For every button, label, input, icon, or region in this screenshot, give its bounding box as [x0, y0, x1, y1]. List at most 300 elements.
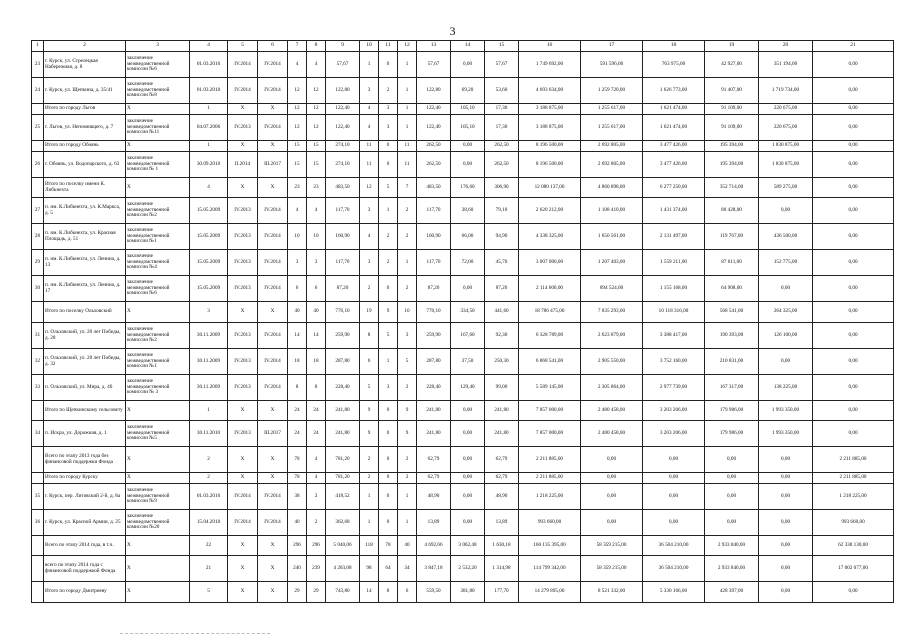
table-cell: 9	[379, 302, 398, 323]
table-cell	[32, 536, 44, 556]
table-cell: 3	[360, 250, 379, 276]
column-number-row	[32, 41, 894, 52]
table-cell: 17 002 077,00	[813, 556, 894, 582]
table-cell: 2 933 840,00	[705, 556, 759, 582]
table-row	[32, 250, 894, 276]
table-cell: 2	[379, 250, 398, 276]
table-cell: 195 394,00	[705, 141, 759, 152]
table-cell: 01.03.2010	[190, 484, 228, 510]
table-cell: 3	[379, 375, 398, 401]
table-cell: 1 259 720,00	[581, 78, 643, 104]
table-cell: 2 623 879,00	[581, 323, 643, 349]
table-cell: 40	[307, 302, 326, 323]
table-cell	[32, 556, 44, 582]
table-row	[32, 473, 894, 484]
table-cell: 167,60	[451, 323, 485, 349]
table-cell	[32, 104, 44, 115]
table-cell: X	[228, 401, 258, 421]
table-cell: X	[258, 582, 288, 603]
table-cell: 0,00	[643, 484, 705, 510]
table-cell: 239	[307, 556, 326, 582]
table-cell: 0,00	[759, 349, 813, 375]
table-cell: X	[228, 582, 258, 603]
column-number: 3	[126, 41, 190, 52]
table-cell: Итого по городу Дмитриеву	[44, 582, 126, 603]
table-cell: 2	[379, 224, 398, 250]
table-cell: 4	[288, 198, 307, 224]
table-cell: 0	[379, 276, 398, 302]
table-cell: 441,60	[485, 302, 519, 323]
table-cell: 24	[307, 421, 326, 447]
table-cell: 8	[288, 375, 307, 401]
table-cell: 2 480 458,00	[581, 421, 643, 447]
table-row	[32, 78, 894, 104]
table-cell: 48,90	[485, 484, 519, 510]
table-cell: 743,80	[326, 582, 360, 603]
table-cell: 559,50	[417, 582, 451, 603]
table-cell: 4 693 634,00	[519, 78, 581, 104]
table-cell: X	[228, 447, 258, 473]
table-cell: 0,00	[813, 276, 894, 302]
table-cell: 78	[288, 447, 307, 473]
table-cell: 24	[307, 401, 326, 421]
table-cell: X	[258, 401, 288, 421]
table-cell: 57,67	[485, 52, 519, 78]
table-cell: 0,00	[813, 401, 894, 421]
housing-program-table	[31, 40, 893, 603]
table-cell: 13,89	[485, 510, 519, 536]
table-cell: 62,79	[485, 473, 519, 484]
table-cell: 0,00	[581, 510, 643, 536]
table-row	[32, 198, 894, 224]
table-cell: X	[228, 141, 258, 152]
table-cell: 13,89	[417, 510, 451, 536]
table-cell: 381,80	[451, 582, 485, 603]
table-cell: 2	[307, 510, 326, 536]
table-cell: 763 975,00	[643, 52, 705, 78]
table-cell: п. им. К.Либкнехта, ул. Ленина, д. 13	[44, 250, 126, 276]
table-cell: 29	[32, 250, 44, 276]
table-cell	[32, 582, 44, 603]
table-cell: 17,30	[485, 104, 519, 115]
table-cell: 1	[398, 104, 417, 115]
table-cell: 7 857 000,00	[519, 421, 581, 447]
table-cell: 9	[398, 421, 417, 447]
table-cell: п. им. К.Либкнехта, ул. Красная Площадь, д. 51	[44, 224, 126, 250]
table-cell: 3	[360, 198, 379, 224]
table-cell: 3 203 206,00	[643, 421, 705, 447]
table-cell: 0,00	[813, 302, 894, 323]
table-cell	[32, 473, 44, 484]
table-cell: 241,80	[417, 401, 451, 421]
table-cell: 3 752 160,00	[643, 349, 705, 375]
table-cell	[32, 401, 44, 421]
table-cell: 36 504 210,00	[643, 556, 705, 582]
column-number: 14	[451, 41, 485, 52]
table-cell: 0,00	[451, 473, 485, 484]
table-cell: IV.2014	[258, 250, 288, 276]
column-number: 18	[643, 41, 705, 52]
table-cell: 0,00	[451, 141, 485, 152]
table-cell: 4	[360, 115, 379, 141]
table-cell: 0,00	[813, 224, 894, 250]
table-cell: 3 388 417,00	[643, 323, 705, 349]
table-cell: 2 977 739,00	[643, 375, 705, 401]
table-cell: 15	[288, 152, 307, 178]
table-cell	[32, 447, 44, 473]
table-cell: 2 905 550,00	[581, 349, 643, 375]
table-cell: 1	[398, 78, 417, 104]
table-cell: 14	[360, 582, 379, 603]
column-number: 21	[813, 41, 894, 52]
table-row	[32, 582, 894, 603]
table-cell: 483,50	[417, 178, 451, 198]
table-cell: 0	[379, 152, 398, 178]
table-cell: 117,70	[326, 198, 360, 224]
table-cell: 3	[190, 302, 228, 323]
table-cell: 1 255 617,00	[581, 115, 643, 141]
table-cell: 0	[379, 447, 398, 473]
table-cell: 62 338 130,00	[813, 536, 894, 556]
table-cell: 118	[360, 536, 379, 556]
table-cell: IV.2013	[228, 276, 258, 302]
table-cell: г. Курск, ул. Щепкина, д. 35/41	[44, 78, 126, 104]
table-cell: 0	[379, 421, 398, 447]
table-cell: 0,00	[813, 421, 894, 447]
table-cell: заключение межведомственной комиссии №2	[126, 198, 190, 224]
table-cell: IV.2014	[228, 52, 258, 78]
table-cell: 167 317,00	[705, 375, 759, 401]
table-cell: 0,00	[451, 421, 485, 447]
table-cell: 119 767,00	[705, 224, 759, 250]
table-cell: 2	[307, 484, 326, 510]
table-cell: 7 857 000,00	[519, 401, 581, 421]
table-cell: 1 314,98	[485, 556, 519, 582]
table-cell: 22	[190, 536, 228, 556]
table-cell: 1	[398, 510, 417, 536]
column-number: 20	[759, 41, 813, 52]
table-cell: 64 908,00	[705, 276, 759, 302]
table-cell: 190 393,00	[705, 323, 759, 349]
table-cell: 1 559 211,00	[643, 250, 705, 276]
table-cell: 5	[360, 375, 379, 401]
table-cell: 36	[32, 510, 44, 536]
table-cell: 177,70	[485, 582, 519, 603]
table-cell: 2	[398, 447, 417, 473]
table-cell: Итого по городу Льгов	[44, 104, 126, 115]
table-cell: 14	[307, 323, 326, 349]
table-cell: 4 338 325,00	[519, 224, 581, 250]
table-cell	[32, 178, 44, 198]
table-row	[32, 115, 894, 141]
table-cell: г. Курск, пер. Литовский 2-й, д. 8а	[44, 484, 126, 510]
table-cell: 23	[307, 178, 326, 198]
table-cell: 418,52	[326, 484, 360, 510]
table-cell: IV.2014	[228, 510, 258, 536]
table-cell: 1 830 875,00	[759, 141, 813, 152]
table-cell: 23	[32, 52, 44, 78]
table-cell: IV.2014	[258, 510, 288, 536]
table-row	[32, 536, 894, 556]
table-cell: 0,00	[759, 484, 813, 510]
table-cell: 2	[398, 375, 417, 401]
table-cell: 2 211 885,00	[813, 473, 894, 484]
table-cell: IV.2014	[258, 224, 288, 250]
table-cell: 0,00	[813, 78, 894, 104]
table-cell: 2	[379, 78, 398, 104]
table-cell: 72,00	[451, 250, 485, 276]
table-cell: 25	[32, 115, 44, 141]
table-cell: 34	[32, 421, 44, 447]
table-cell: 781,20	[326, 473, 360, 484]
table-cell: 122,40	[326, 104, 360, 115]
table-cell: п. им. К.Либкнехта, ул. Ленина, д. 17	[44, 276, 126, 302]
table-cell: 92,30	[485, 323, 519, 349]
table-cell: 3 188 875,00	[519, 104, 581, 115]
table-cell: заключение межведомственной комиссии №11	[126, 115, 190, 141]
table-cell: 11	[398, 152, 417, 178]
table-cell: X	[258, 302, 288, 323]
table-cell: Итого по поселку имени К. Либкнехта	[44, 178, 126, 198]
table-cell: 9	[360, 421, 379, 447]
scan-artifact	[120, 633, 270, 635]
table-cell: заключение межведомственной комиссии №4	[126, 250, 190, 276]
table-cell: 1	[190, 401, 228, 421]
table-cell: 14	[288, 323, 307, 349]
table-cell: 38,60	[451, 198, 485, 224]
table-cell: 37,50	[451, 349, 485, 375]
table-cell: IV.2014	[258, 52, 288, 78]
table-cell: 1 993 350,00	[759, 401, 813, 421]
table-cell: X	[258, 556, 288, 582]
table-cell: 287,80	[417, 349, 451, 375]
table-cell: 29	[288, 582, 307, 603]
table-cell: 3 188 875,00	[519, 115, 581, 141]
table-cell: X	[126, 178, 190, 198]
table-cell: 79,10	[485, 198, 519, 224]
table-cell: 0,00	[759, 556, 813, 582]
table-cell: X	[228, 178, 258, 198]
table-cell: 2 211 885,00	[813, 447, 894, 473]
table-cell: 0,00	[759, 198, 813, 224]
table-cell: 3 477 426,00	[643, 141, 705, 152]
table-cell: 04.07.2006	[190, 115, 228, 141]
table-cell: 9	[398, 401, 417, 421]
table-cell: 2 131 497,00	[643, 224, 705, 250]
table-cell: 117,70	[417, 250, 451, 276]
table-cell: п. Ольховский, ул. Мира, д. 46	[44, 375, 126, 401]
table-cell: 24	[288, 401, 307, 421]
table-cell: 66,00	[451, 224, 485, 250]
table-cell: X	[258, 447, 288, 473]
table-cell: 10	[307, 224, 326, 250]
table-cell: X	[126, 447, 190, 473]
table-cell: 241,80	[485, 421, 519, 447]
table-cell: IV.2013	[228, 250, 258, 276]
table-row	[32, 510, 894, 536]
table-cell: 1	[379, 349, 398, 375]
table-cell: 122,80	[326, 78, 360, 104]
table-cell: 17,30	[485, 115, 519, 141]
column-number: 10	[360, 41, 379, 52]
table-cell: 1	[190, 141, 228, 152]
table-cell: 1 621 474,00	[643, 115, 705, 141]
table-cell: 2 211 885,00	[519, 473, 581, 484]
table-cell: 894 524,00	[581, 276, 643, 302]
table-cell: Итого по городу Обоянь	[44, 141, 126, 152]
table-cell: 15.04.2010	[190, 510, 228, 536]
table-cell: 30.11.2009	[190, 323, 228, 349]
table-cell: 42 927,00	[705, 52, 759, 78]
table-cell: 0,00	[759, 276, 813, 302]
table-cell: 2	[398, 198, 417, 224]
table-cell: 228,40	[417, 375, 451, 401]
table-cell: 2	[190, 447, 228, 473]
table-cell: 98	[360, 556, 379, 582]
table-cell: 3	[379, 104, 398, 115]
table-cell: 12	[288, 115, 307, 141]
page-number: 3	[449, 24, 456, 38]
table-cell: 69,20	[451, 78, 485, 104]
table-cell: 5 589 145,00	[519, 375, 581, 401]
table-cell: 352 714,00	[705, 178, 759, 198]
table-row	[32, 141, 894, 152]
table-cell: 117,70	[326, 250, 360, 276]
table-cell: 0,00	[813, 52, 894, 78]
table-cell: заключение межведомственной комиссии №6	[126, 276, 190, 302]
table-cell: 264 325,00	[759, 302, 813, 323]
table-cell: 32	[32, 349, 44, 375]
table-cell: заключение межведомственной комиссии №8	[126, 78, 190, 104]
table-cell: 30	[32, 276, 44, 302]
table-cell: 2	[398, 224, 417, 250]
table-cell: IV.2014	[258, 349, 288, 375]
table-row	[32, 323, 894, 349]
table-cell: 0,00	[451, 484, 485, 510]
table-row	[32, 224, 894, 250]
table-cell: 58 359 215,00	[581, 556, 643, 582]
table-cell: 87,20	[485, 276, 519, 302]
table-cell: 6	[398, 582, 417, 603]
table-cell: заключение межведомственной комиссии № 3	[126, 375, 190, 401]
table-cell: X	[228, 473, 258, 484]
table-cell: 15.05.2009	[190, 250, 228, 276]
table-cell: 2 620 212,00	[519, 198, 581, 224]
table-cell: заключение межведомственной комиссии №9	[126, 484, 190, 510]
table-cell: IV.2014	[258, 115, 288, 141]
table-cell: 1 749 692,00	[519, 52, 581, 78]
table-cell: 0,00	[813, 375, 894, 401]
column-number: 17	[581, 41, 643, 52]
table-cell: 4	[307, 473, 326, 484]
table-cell: заключение межведомственной комиссии №1	[126, 224, 190, 250]
table-cell: 1 218 225,00	[813, 484, 894, 510]
table-cell: II.2014	[228, 152, 258, 178]
table-cell: 78	[379, 536, 398, 556]
table-cell: 58 359 215,00	[581, 536, 643, 556]
table-cell: 3 007 000,00	[519, 250, 581, 276]
table-row	[32, 447, 894, 473]
table-cell: 15	[307, 141, 326, 152]
table-cell: 4 860 898,00	[581, 178, 643, 198]
table-cell: 274,10	[326, 141, 360, 152]
table-cell: Итого по городу Курску	[44, 473, 126, 484]
table-cell: 160,90	[326, 224, 360, 250]
table-cell: 3 847,18	[417, 556, 451, 582]
table-cell: 993 660,00	[519, 510, 581, 536]
table-cell: X	[126, 582, 190, 603]
table-cell: 18 786 475,00	[519, 302, 581, 323]
table-cell	[32, 141, 44, 152]
table-cell: 1 155 168,00	[643, 276, 705, 302]
table-cell: 4	[190, 178, 228, 198]
column-number: 19	[705, 41, 759, 52]
table-cell: 105,10	[451, 104, 485, 115]
column-number: 16	[519, 41, 581, 52]
table-cell: IV.2013	[228, 224, 258, 250]
table-cell: 40	[288, 302, 307, 323]
table-cell: 27	[32, 198, 44, 224]
table-cell: 179 986,00	[705, 401, 759, 421]
table-cell: 0,00	[581, 447, 643, 473]
table-cell: 1 108 410,00	[581, 198, 643, 224]
table-cell: X	[228, 556, 258, 582]
table-cell: IV.2013	[228, 323, 258, 349]
table-cell: 4	[360, 104, 379, 115]
table-cell: заключение межведомственной комиссии №20	[126, 510, 190, 536]
table-row	[32, 104, 894, 115]
table-cell: 4	[307, 447, 326, 473]
table-cell: 01.03.2010	[190, 78, 228, 104]
table-cell: 3 477 426,00	[643, 152, 705, 178]
table-cell: 0,00	[451, 52, 485, 78]
table-cell: 30.11.2009	[190, 375, 228, 401]
table-cell: 0,00	[813, 250, 894, 276]
table-cell: заключение межведомственной комиссии №1	[126, 349, 190, 375]
table-cell: 1 207 403,00	[581, 250, 643, 276]
table-cell: 12	[288, 104, 307, 115]
table-cell: 0,00	[581, 473, 643, 484]
table-cell: 1	[398, 484, 417, 510]
table-cell: 296	[288, 536, 307, 556]
table-cell: Итого по Щепкинскому сельсовету	[44, 401, 126, 421]
table-cell: 4	[288, 52, 307, 78]
table-cell: 0	[379, 473, 398, 484]
table-cell: 0,00	[451, 401, 485, 421]
table-cell: 15	[288, 141, 307, 152]
table-cell: 8	[307, 375, 326, 401]
table-cell: 0,00	[813, 323, 894, 349]
table-cell: 6 328 789,00	[519, 323, 581, 349]
table-cell: 1	[398, 250, 417, 276]
table-cell: 29	[307, 582, 326, 603]
table-cell: 122,80	[417, 78, 451, 104]
table-cell: 11	[360, 152, 379, 178]
table-cell: IV.2013	[228, 375, 258, 401]
table-cell: 2	[360, 473, 379, 484]
table-cell: Итого по поселку Ольховский	[44, 302, 126, 323]
column-number: 8	[307, 41, 326, 52]
table-cell: 126 100,00	[759, 323, 813, 349]
table-cell: 87,20	[326, 276, 360, 302]
table-cell: X	[126, 536, 190, 556]
table-cell: 250,30	[485, 349, 519, 375]
table-cell: 287,80	[326, 349, 360, 375]
table-cell: 0,00	[643, 510, 705, 536]
table-row	[32, 276, 894, 302]
table-cell: 0,00	[705, 510, 759, 536]
table-cell: 2 692 805,00	[581, 141, 643, 152]
